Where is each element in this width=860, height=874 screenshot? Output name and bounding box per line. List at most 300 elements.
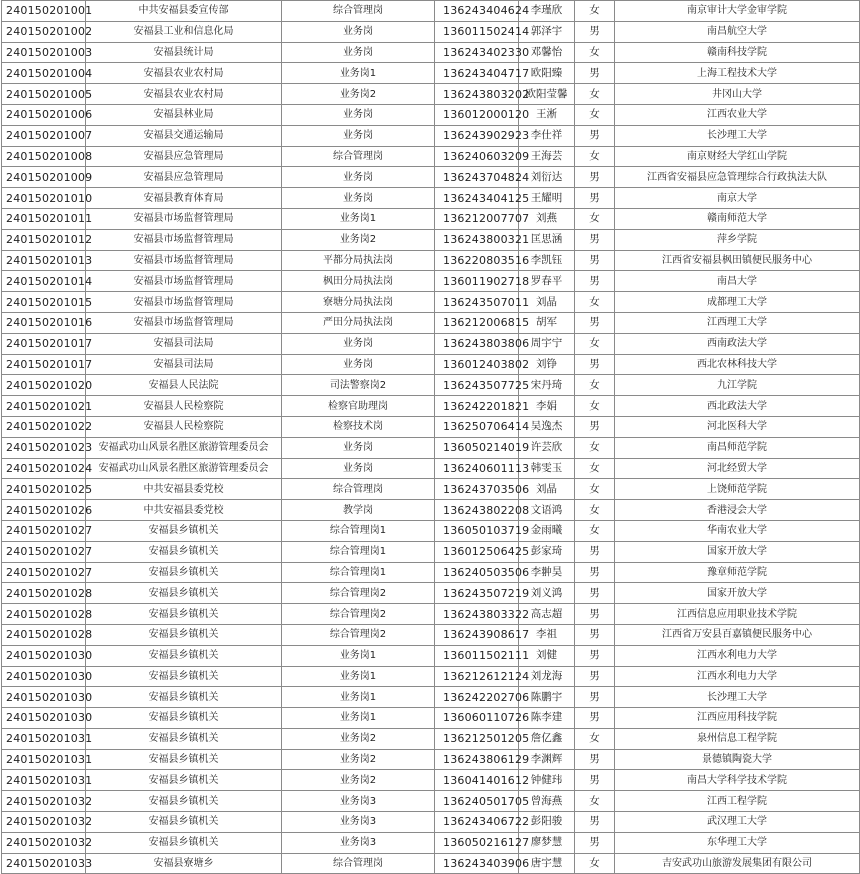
department-cell: 安福县市场监督管理局 <box>86 229 282 250</box>
position-cell: 业务岗 <box>282 104 435 125</box>
results-table <box>1 0 860 874</box>
school-or-employer-cell: 武汉理工大学 <box>615 812 860 833</box>
exam-number-cell: 240150201001 <box>2 1 86 22</box>
ticket-number-cell: 136240503506 <box>435 562 519 583</box>
department-cell: 安福县市场监督管理局 <box>86 292 282 313</box>
position-cell: 业务岗3 <box>282 812 435 833</box>
name-cell: 金雨曦 <box>519 520 575 541</box>
position-cell: 业务岗1 <box>282 645 435 666</box>
school-or-employer-cell: 泉州信息工程学院 <box>615 728 860 749</box>
gender-cell: 男 <box>575 229 615 250</box>
gender-cell: 女 <box>575 853 615 874</box>
position-cell: 业务岗3 <box>282 791 435 812</box>
table-row <box>2 812 860 833</box>
ticket-number-cell: 136240501705 <box>435 791 519 812</box>
gender-cell: 男 <box>575 645 615 666</box>
position-cell: 业务岗2 <box>282 728 435 749</box>
school-or-employer-cell: 南昌师范学院 <box>615 437 860 458</box>
exam-number-cell: 240150201030 <box>2 645 86 666</box>
exam-number-cell: 240150201033 <box>2 853 86 874</box>
exam-number-cell: 240150201007 <box>2 125 86 146</box>
ticket-number-cell: 136050214019 <box>435 437 519 458</box>
gender-cell: 女 <box>575 292 615 313</box>
school-or-employer-cell: 河北医科大学 <box>615 416 860 437</box>
name-cell: 欧阳莹馨 <box>519 84 575 105</box>
department-cell: 安福县市场监督管理局 <box>86 271 282 292</box>
department-cell: 安福县教育体育局 <box>86 188 282 209</box>
ticket-number-cell: 136050216127 <box>435 832 519 853</box>
school-or-employer-cell: 南昌航空大学 <box>615 21 860 42</box>
gender-cell: 男 <box>575 770 615 791</box>
ticket-number-cell: 136243803322 <box>435 604 519 625</box>
table-row <box>2 832 860 853</box>
name-cell: 刘衍达 <box>519 167 575 188</box>
gender-cell: 男 <box>575 604 615 625</box>
department-cell: 安福县人民检察院 <box>86 416 282 437</box>
table-row <box>2 167 860 188</box>
department-cell: 安福县乡镇机关 <box>86 770 282 791</box>
name-cell: 刘晶 <box>519 292 575 313</box>
table-row <box>2 125 860 146</box>
department-cell: 安福县司法局 <box>86 333 282 354</box>
name-cell: 罗春平 <box>519 271 575 292</box>
name-cell: 刘健 <box>519 645 575 666</box>
school-or-employer-cell: 南昌大学科学技术学院 <box>615 770 860 791</box>
exam-number-cell: 240150201030 <box>2 708 86 729</box>
school-or-employer-cell: 西北政法大学 <box>615 396 860 417</box>
name-cell: 宋丹琦 <box>519 375 575 396</box>
department-cell: 安福县乡镇机关 <box>86 728 282 749</box>
table-row <box>2 229 860 250</box>
exam-number-cell: 240150201024 <box>2 458 86 479</box>
table-row <box>2 479 860 500</box>
name-cell: 李渊辉 <box>519 749 575 770</box>
exam-number-cell: 240150201002 <box>2 21 86 42</box>
ticket-number-cell: 136242202706 <box>435 687 519 708</box>
gender-cell: 男 <box>575 271 615 292</box>
exam-number-cell: 240150201021 <box>2 396 86 417</box>
table-row <box>2 583 860 604</box>
name-cell: 刘晶 <box>519 479 575 500</box>
department-cell: 安福县司法局 <box>86 354 282 375</box>
gender-cell: 女 <box>575 458 615 479</box>
ticket-number-cell: 136212006815 <box>435 312 519 333</box>
table-row <box>2 312 860 333</box>
gender-cell: 女 <box>575 104 615 125</box>
school-or-employer-cell: 九江学院 <box>615 375 860 396</box>
school-or-employer-cell: 赣南科技学院 <box>615 42 860 63</box>
school-or-employer-cell: 南京财经大学红山学院 <box>615 146 860 167</box>
exam-number-cell: 240150201031 <box>2 770 86 791</box>
ticket-number-cell: 136243802208 <box>435 500 519 521</box>
school-or-employer-cell: 井冈山大学 <box>615 84 860 105</box>
gender-cell: 男 <box>575 562 615 583</box>
department-cell: 安福县乡镇机关 <box>86 812 282 833</box>
gender-cell: 男 <box>575 687 615 708</box>
school-or-employer-cell: 国家开放大学 <box>615 583 860 604</box>
position-cell: 综合管理岗2 <box>282 583 435 604</box>
position-cell: 业务岗 <box>282 354 435 375</box>
gender-cell: 男 <box>575 832 615 853</box>
exam-number-cell: 240150201028 <box>2 604 86 625</box>
position-cell: 业务岗 <box>282 458 435 479</box>
gender-cell: 男 <box>575 125 615 146</box>
position-cell: 综合管理岗 <box>282 853 435 874</box>
ticket-number-cell: 136243402330 <box>435 42 519 63</box>
table-row <box>2 541 860 562</box>
ticket-number-cell: 136011902718 <box>435 271 519 292</box>
school-or-employer-cell: 江西理工大学 <box>615 312 860 333</box>
gender-cell: 男 <box>575 624 615 645</box>
school-or-employer-cell: 西北农林科技大学 <box>615 354 860 375</box>
position-cell: 业务岗1 <box>282 63 435 84</box>
department-cell: 安福县应急管理局 <box>86 167 282 188</box>
table-row <box>2 520 860 541</box>
name-cell: 李祖 <box>519 624 575 645</box>
department-cell: 安福县市场监督管理局 <box>86 250 282 271</box>
exam-number-cell: 240150201027 <box>2 541 86 562</box>
ticket-number-cell: 136243908617 <box>435 624 519 645</box>
department-cell: 安福县市场监督管理局 <box>86 208 282 229</box>
table-body <box>2 1 860 874</box>
school-or-employer-cell: 吉安武功山旅游发展集团有限公司 <box>615 853 860 874</box>
gender-cell: 男 <box>575 63 615 84</box>
department-cell: 安福县农业农村局 <box>86 84 282 105</box>
table-row <box>2 188 860 209</box>
table-row <box>2 624 860 645</box>
gender-cell: 女 <box>575 437 615 458</box>
school-or-employer-cell: 江西水利电力大学 <box>615 645 860 666</box>
department-cell: 安福县乡镇机关 <box>86 687 282 708</box>
school-or-employer-cell: 江西工程学院 <box>615 791 860 812</box>
ticket-number-cell: 136250706414 <box>435 416 519 437</box>
position-cell: 教学岗 <box>282 500 435 521</box>
name-cell: 廖梦慧 <box>519 832 575 853</box>
department-cell: 安福县乡镇机关 <box>86 791 282 812</box>
exam-number-cell: 240150201028 <box>2 624 86 645</box>
position-cell: 业务岗1 <box>282 666 435 687</box>
exam-number-cell: 240150201005 <box>2 84 86 105</box>
ticket-number-cell: 136243507011 <box>435 292 519 313</box>
gender-cell: 男 <box>575 354 615 375</box>
name-cell: 彭家琦 <box>519 541 575 562</box>
gender-cell: 男 <box>575 812 615 833</box>
position-cell: 业务岗 <box>282 125 435 146</box>
table-row <box>2 250 860 271</box>
department-cell: 安福县市场监督管理局 <box>86 312 282 333</box>
name-cell: 郭泽宇 <box>519 21 575 42</box>
gender-cell: 女 <box>575 333 615 354</box>
gender-cell: 女 <box>575 208 615 229</box>
name-cell: 彭阳骏 <box>519 812 575 833</box>
school-or-employer-cell: 江西信息应用职业技术学院 <box>615 604 860 625</box>
position-cell: 综合管理岗2 <box>282 624 435 645</box>
ticket-number-cell: 136243507725 <box>435 375 519 396</box>
exam-number-cell: 240150201015 <box>2 292 86 313</box>
department-cell: 安福县林业局 <box>86 104 282 125</box>
exam-number-cell: 240150201006 <box>2 104 86 125</box>
table-row <box>2 354 860 375</box>
table-row <box>2 604 860 625</box>
position-cell: 业务岗1 <box>282 708 435 729</box>
school-or-employer-cell: 国家开放大学 <box>615 541 860 562</box>
department-cell: 安福县交通运输局 <box>86 125 282 146</box>
position-cell: 业务岗 <box>282 333 435 354</box>
table-row <box>2 458 860 479</box>
table-row <box>2 1 860 22</box>
department-cell: 中共安福县委党校 <box>86 479 282 500</box>
exam-number-cell: 240150201028 <box>2 583 86 604</box>
ticket-number-cell: 136050103719 <box>435 520 519 541</box>
ticket-number-cell: 136243800321 <box>435 229 519 250</box>
name-cell: 刘铮 <box>519 354 575 375</box>
department-cell: 安福县工业和信息化局 <box>86 21 282 42</box>
gender-cell: 男 <box>575 541 615 562</box>
name-cell: 匡思涵 <box>519 229 575 250</box>
gender-cell: 男 <box>575 416 615 437</box>
exam-number-cell: 240150201004 <box>2 63 86 84</box>
position-cell: 综合管理岗 <box>282 1 435 22</box>
table-row <box>2 770 860 791</box>
position-cell: 业务岗 <box>282 21 435 42</box>
department-cell: 安福县乡镇机关 <box>86 562 282 583</box>
exam-number-cell: 240150201032 <box>2 812 86 833</box>
name-cell: 韩雯玉 <box>519 458 575 479</box>
department-cell: 安福县乡镇机关 <box>86 541 282 562</box>
exam-number-cell: 240150201016 <box>2 312 86 333</box>
school-or-employer-cell: 长沙理工大学 <box>615 125 860 146</box>
school-or-employer-cell: 景德镇陶瓷大学 <box>615 749 860 770</box>
school-or-employer-cell: 成都理工大学 <box>615 292 860 313</box>
exam-number-cell: 240150201020 <box>2 375 86 396</box>
gender-cell: 女 <box>575 520 615 541</box>
name-cell: 刘义鸿 <box>519 583 575 604</box>
name-cell: 钟健玮 <box>519 770 575 791</box>
ticket-number-cell: 136243704824 <box>435 167 519 188</box>
table-row <box>2 292 860 313</box>
table-row <box>2 728 860 749</box>
exam-number-cell: 240150201010 <box>2 188 86 209</box>
name-cell: 詹亿鑫 <box>519 728 575 749</box>
department-cell: 安福武功山风景名胜区旅游管理委员会 <box>86 437 282 458</box>
exam-number-cell: 240150201023 <box>2 437 86 458</box>
name-cell: 李翀昊 <box>519 562 575 583</box>
name-cell: 邓馨怡 <box>519 42 575 63</box>
table-row <box>2 42 860 63</box>
position-cell: 业务岗2 <box>282 229 435 250</box>
department-cell: 安福县乡镇机关 <box>86 749 282 770</box>
gender-cell: 女 <box>575 146 615 167</box>
name-cell: 刘燕 <box>519 208 575 229</box>
gender-cell: 女 <box>575 479 615 500</box>
table-row <box>2 562 860 583</box>
name-cell: 许芸欣 <box>519 437 575 458</box>
name-cell: 陈李建 <box>519 708 575 729</box>
table-row <box>2 396 860 417</box>
department-cell: 安福县乡镇机关 <box>86 645 282 666</box>
position-cell: 检察技术岗 <box>282 416 435 437</box>
exam-number-cell: 240150201025 <box>2 479 86 500</box>
exam-number-cell: 240150201008 <box>2 146 86 167</box>
gender-cell: 女 <box>575 791 615 812</box>
ticket-number-cell: 136012000120 <box>435 104 519 125</box>
school-or-employer-cell: 江西水利电力大学 <box>615 666 860 687</box>
school-or-employer-cell: 东华理工大学 <box>615 832 860 853</box>
department-cell: 安福县乡镇机关 <box>86 624 282 645</box>
school-or-employer-cell: 南京大学 <box>615 188 860 209</box>
department-cell: 安福县人民检察院 <box>86 396 282 417</box>
ticket-number-cell: 136240603209 <box>435 146 519 167</box>
table-row <box>2 271 860 292</box>
position-cell: 业务岗 <box>282 437 435 458</box>
ticket-number-cell: 136243404624 <box>435 1 519 22</box>
ticket-number-cell: 136011502111 <box>435 645 519 666</box>
department-cell: 安福县乡镇机关 <box>86 604 282 625</box>
name-cell: 胡军 <box>519 312 575 333</box>
exam-number-cell: 240150201009 <box>2 167 86 188</box>
position-cell: 检察官助理岗 <box>282 396 435 417</box>
name-cell: 文语鸿 <box>519 500 575 521</box>
name-cell: 刘龙海 <box>519 666 575 687</box>
gender-cell: 女 <box>575 500 615 521</box>
name-cell: 王海芸 <box>519 146 575 167</box>
exam-number-cell: 240150201026 <box>2 500 86 521</box>
table-row <box>2 853 860 874</box>
gender-cell: 男 <box>575 167 615 188</box>
department-cell: 安福县乡镇机关 <box>86 666 282 687</box>
gender-cell: 男 <box>575 708 615 729</box>
gender-cell: 男 <box>575 312 615 333</box>
school-or-employer-cell: 江西省万安县百嘉镇便民服务中心 <box>615 624 860 645</box>
department-cell: 安福县乡镇机关 <box>86 520 282 541</box>
school-or-employer-cell: 江西农业大学 <box>615 104 860 125</box>
gender-cell: 男 <box>575 250 615 271</box>
school-or-employer-cell: 上海工程技术大学 <box>615 63 860 84</box>
gender-cell: 男 <box>575 666 615 687</box>
school-or-employer-cell: 西南政法大学 <box>615 333 860 354</box>
name-cell: 王淅 <box>519 104 575 125</box>
position-cell: 业务岗1 <box>282 687 435 708</box>
exam-number-cell: 240150201030 <box>2 666 86 687</box>
ticket-number-cell: 136012403802 <box>435 354 519 375</box>
ticket-number-cell: 136243403906 <box>435 853 519 874</box>
position-cell: 寮塘分局执法岗 <box>282 292 435 313</box>
school-or-employer-cell: 河北经贸大学 <box>615 458 860 479</box>
ticket-number-cell: 136212501205 <box>435 728 519 749</box>
table-row <box>2 645 860 666</box>
gender-cell: 男 <box>575 21 615 42</box>
name-cell: 李凯钰 <box>519 250 575 271</box>
exam-number-cell: 240150201022 <box>2 416 86 437</box>
exam-number-cell: 240150201017 <box>2 333 86 354</box>
position-cell: 严田分局执法岗 <box>282 312 435 333</box>
exam-number-cell: 240150201011 <box>2 208 86 229</box>
department-cell: 中共安福县委宣传部 <box>86 1 282 22</box>
table-row <box>2 104 860 125</box>
department-cell: 安福县人民法院 <box>86 375 282 396</box>
ticket-number-cell: 136243803806 <box>435 333 519 354</box>
table-row <box>2 500 860 521</box>
gender-cell: 女 <box>575 396 615 417</box>
ticket-number-cell: 136220803516 <box>435 250 519 271</box>
position-cell: 业务岗2 <box>282 84 435 105</box>
position-cell: 业务岗3 <box>282 832 435 853</box>
ticket-number-cell: 136243703506 <box>435 479 519 500</box>
gender-cell: 女 <box>575 1 615 22</box>
department-cell: 安福县农业农村局 <box>86 63 282 84</box>
position-cell: 综合管理岗 <box>282 479 435 500</box>
school-or-employer-cell: 上饶师范学院 <box>615 479 860 500</box>
position-cell: 业务岗1 <box>282 208 435 229</box>
exam-number-cell: 240150201027 <box>2 520 86 541</box>
ticket-number-cell: 136243806129 <box>435 749 519 770</box>
gender-cell: 女 <box>575 84 615 105</box>
name-cell: 陈鹏宇 <box>519 687 575 708</box>
school-or-employer-cell: 香港浸会大学 <box>615 500 860 521</box>
name-cell: 李仕祥 <box>519 125 575 146</box>
name-cell: 李瑾欣 <box>519 1 575 22</box>
exam-number-cell: 240150201017 <box>2 354 86 375</box>
table-row <box>2 84 860 105</box>
name-cell: 高志超 <box>519 604 575 625</box>
position-cell: 业务岗2 <box>282 770 435 791</box>
exam-number-cell: 240150201012 <box>2 229 86 250</box>
ticket-number-cell: 136240601113 <box>435 458 519 479</box>
name-cell: 周宇宁 <box>519 333 575 354</box>
ticket-number-cell: 136243404125 <box>435 188 519 209</box>
position-cell: 平都分局执法岗 <box>282 250 435 271</box>
position-cell: 综合管理岗1 <box>282 562 435 583</box>
school-or-employer-cell: 萍乡学院 <box>615 229 860 250</box>
school-or-employer-cell: 南京审计大学金审学院 <box>615 1 860 22</box>
table-row <box>2 708 860 729</box>
table-row <box>2 437 860 458</box>
department-cell: 安福县统计局 <box>86 42 282 63</box>
school-or-employer-cell: 江西省安福县枫田镇便民服务中心 <box>615 250 860 271</box>
table-row <box>2 666 860 687</box>
exam-number-cell: 240150201003 <box>2 42 86 63</box>
ticket-number-cell: 136242201821 <box>435 396 519 417</box>
position-cell: 综合管理岗1 <box>282 520 435 541</box>
table-row <box>2 416 860 437</box>
ticket-number-cell: 136060110726 <box>435 708 519 729</box>
exam-number-cell: 240150201032 <box>2 791 86 812</box>
exam-number-cell: 240150201014 <box>2 271 86 292</box>
department-cell: 安福县乡镇机关 <box>86 832 282 853</box>
exam-number-cell: 240150201032 <box>2 832 86 853</box>
department-cell: 中共安福县委党校 <box>86 500 282 521</box>
ticket-number-cell: 136212007707 <box>435 208 519 229</box>
name-cell: 吴逸杰 <box>519 416 575 437</box>
gender-cell: 女 <box>575 375 615 396</box>
department-cell: 安福县乡镇机关 <box>86 583 282 604</box>
position-cell: 司法警察岗2 <box>282 375 435 396</box>
table-row <box>2 63 860 84</box>
gender-cell: 女 <box>575 42 615 63</box>
ticket-number-cell: 136243902923 <box>435 125 519 146</box>
name-cell: 李娟 <box>519 396 575 417</box>
name-cell: 曾海燕 <box>519 791 575 812</box>
school-or-employer-cell: 豫章师范学院 <box>615 562 860 583</box>
position-cell: 业务岗2 <box>282 749 435 770</box>
position-cell: 综合管理岗 <box>282 146 435 167</box>
school-or-employer-cell: 南昌大学 <box>615 271 860 292</box>
exam-number-cell: 240150201031 <box>2 728 86 749</box>
department-cell: 安福县应急管理局 <box>86 146 282 167</box>
table-row <box>2 791 860 812</box>
position-cell: 综合管理岗2 <box>282 604 435 625</box>
ticket-number-cell: 136243406722 <box>435 812 519 833</box>
